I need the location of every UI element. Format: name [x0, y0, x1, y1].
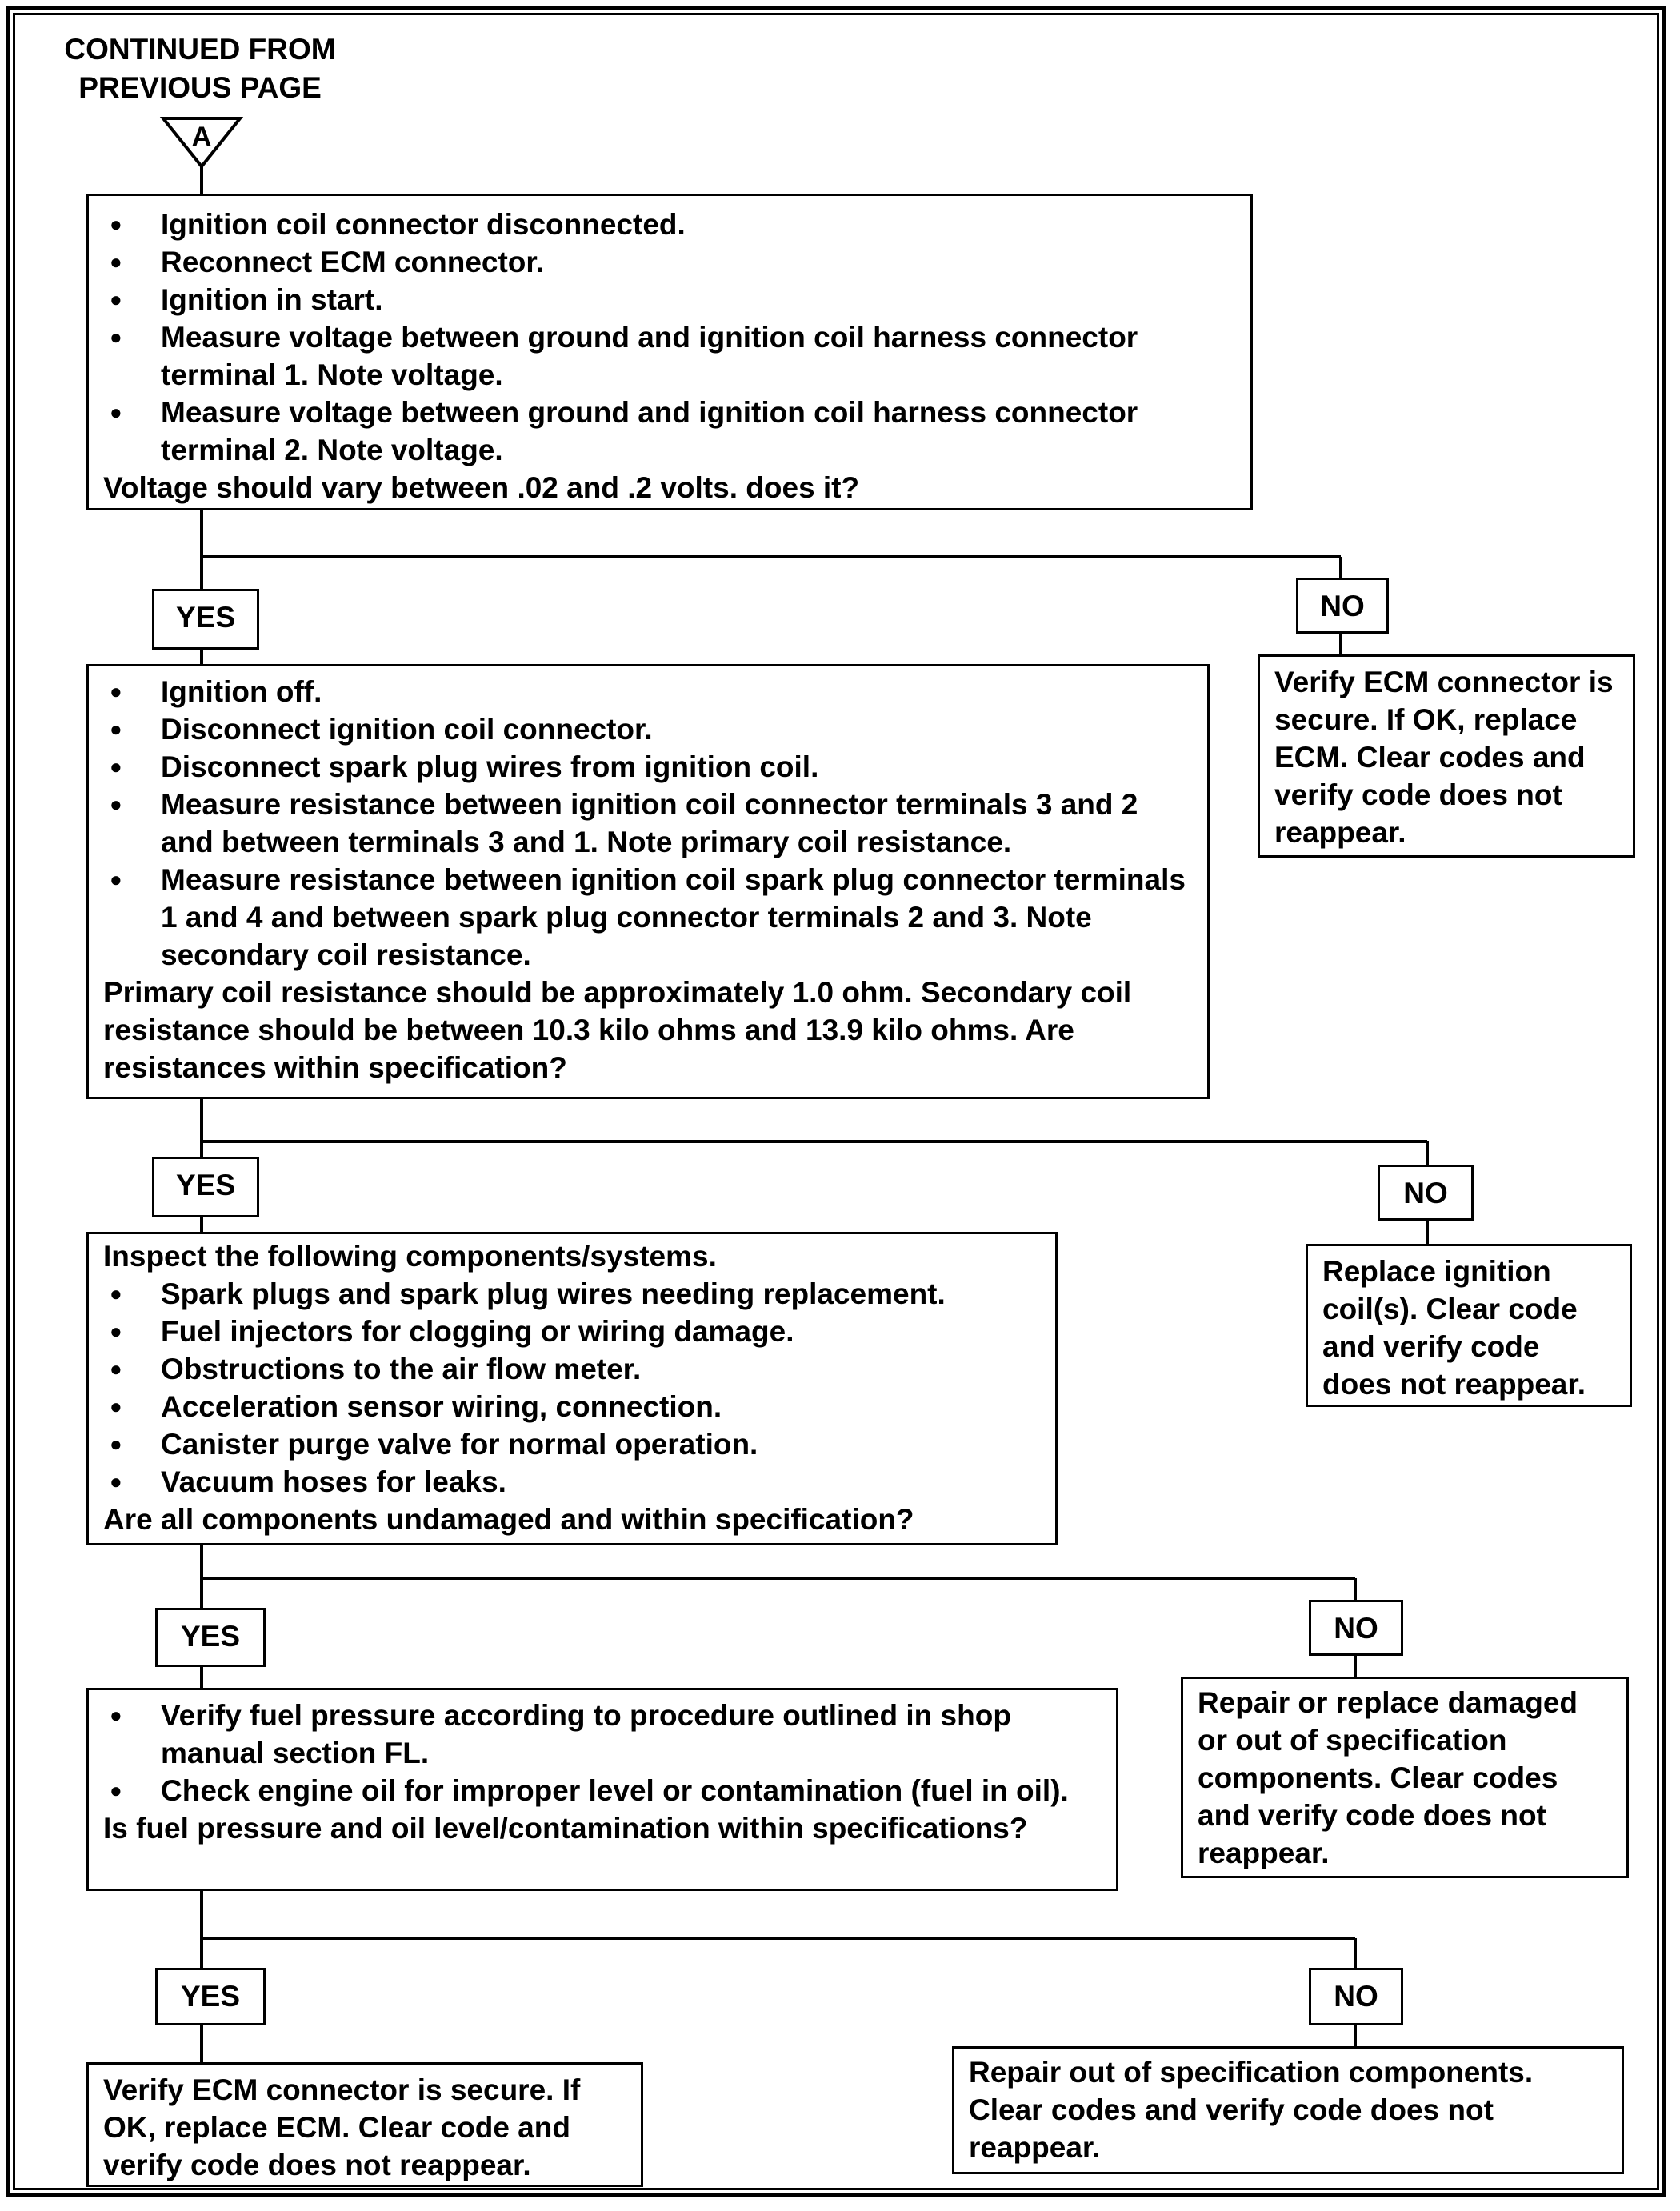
step2-bullet: ● Measure resistance between ignition coil spark plug connector terminals 1 and 4 and between spark plug connector terminals 2 and 3. Note secondary coil resistance. — [103, 861, 1193, 974]
step3-question: Are all components undamaged and within specification? — [103, 1503, 914, 1536]
step4-bullets — [103, 1697, 1102, 1809]
step3-yes-label: YES — [155, 1608, 266, 1667]
step3-box — [86, 1232, 1058, 1545]
step4-yes-label: YES — [155, 1968, 266, 2025]
step1-bullet: ● Ignition coil connector disconnected. — [103, 206, 1236, 243]
final-no-action: Repair out of specification components. Clear codes and verify code does not reappear. — [952, 2046, 1624, 2174]
step2-question: Primary coil resistance should be approximately 1.0 ohm. Secondary coil resistance should be between 10.3 kilo ohms and 13.9 kilo ohms. Are resistances within specification? — [103, 976, 1132, 1084]
step1-question: Voltage should vary between .02 and .2 volts. does it? — [103, 471, 860, 504]
step3-no-label: NO — [1309, 1600, 1403, 1656]
step4-question: Is fuel pressure and oil level/contamination within specifications? — [103, 1812, 1028, 1845]
step2-no-label: NO — [1378, 1165, 1474, 1221]
step2-bullet: ● Ignition off. — [103, 673, 1193, 710]
final-yes-action: Verify ECM connector is secure. If OK, replace ECM. Clear code and verify code does not reappear. — [86, 2062, 643, 2187]
step2-box — [86, 664, 1210, 1099]
step2-bullets — [103, 673, 1193, 974]
step3-bullet: ● Obstructions to the air flow meter. — [103, 1350, 1041, 1388]
step1-no-action: Verify ECM connector is secure. If OK, replace ECM. Clear codes and verify code does not reappear. — [1258, 654, 1635, 858]
continued-header-line2: PREVIOUS PAGE — [78, 71, 322, 104]
step3-bullet: ● Canister purge valve for normal operation. — [103, 1425, 1041, 1463]
step4-bullet: ● Check engine oil for improper level or contamination (fuel in oil). — [103, 1772, 1102, 1809]
step3-no-action: Repair or replace damaged or out of specification components. Clear codes and verify code does not reappear. — [1181, 1677, 1629, 1878]
step4-no-label: NO — [1309, 1968, 1403, 2025]
step1-bullets — [103, 206, 1236, 469]
step3-bullet: ● Acceleration sensor wiring, connection. — [103, 1388, 1041, 1425]
step3-bullet: ● Spark plugs and spark plug wires needing replacement. — [103, 1275, 1041, 1313]
step3-bullet: ● Fuel injectors for clogging or wiring damage. — [103, 1313, 1041, 1350]
continued-header — [32, 30, 368, 107]
continued-header-line1: CONTINUED FROM — [64, 33, 336, 66]
continuation-marker-letter: A — [191, 122, 212, 152]
step1-bullet: ● Measure voltage between ground and ignition coil harness connector terminal 1. Note voltage. — [103, 318, 1236, 394]
step2-bullet: ● Disconnect spark plug wires from ignition coil. — [103, 748, 1193, 786]
step1-bullet: ● Reconnect ECM connector. — [103, 243, 1236, 281]
step1-box — [86, 194, 1253, 510]
step1-yes-label: YES — [152, 589, 259, 650]
step3-bullet: ● Vacuum hoses for leaks. — [103, 1463, 1041, 1501]
step3-bullets — [103, 1275, 1041, 1501]
step2-yes-label: YES — [152, 1157, 259, 1217]
step1-bullet: ● Measure voltage between ground and ignition coil harness connector terminal 2. Note voltage. — [103, 394, 1236, 469]
step2-no-action: Replace ignition coil(s). Clear code and verify code does not reappear. — [1306, 1244, 1632, 1407]
step4-bullet: ● Verify fuel pressure according to procedure outlined in shop manual section FL. — [103, 1697, 1102, 1772]
step2-bullet: ● Disconnect ignition coil connector. — [103, 710, 1193, 748]
step1-no-label: NO — [1296, 578, 1389, 634]
step3-intro: Inspect the following components/systems. — [103, 1240, 717, 1273]
step2-bullet: ● Measure resistance between ignition coil connector terminals 3 and 2 and between terminals 3 and 1. Note primary coil resistance. — [103, 786, 1193, 861]
step4-box — [86, 1688, 1118, 1891]
step1-bullet: ● Ignition in start. — [103, 281, 1236, 318]
